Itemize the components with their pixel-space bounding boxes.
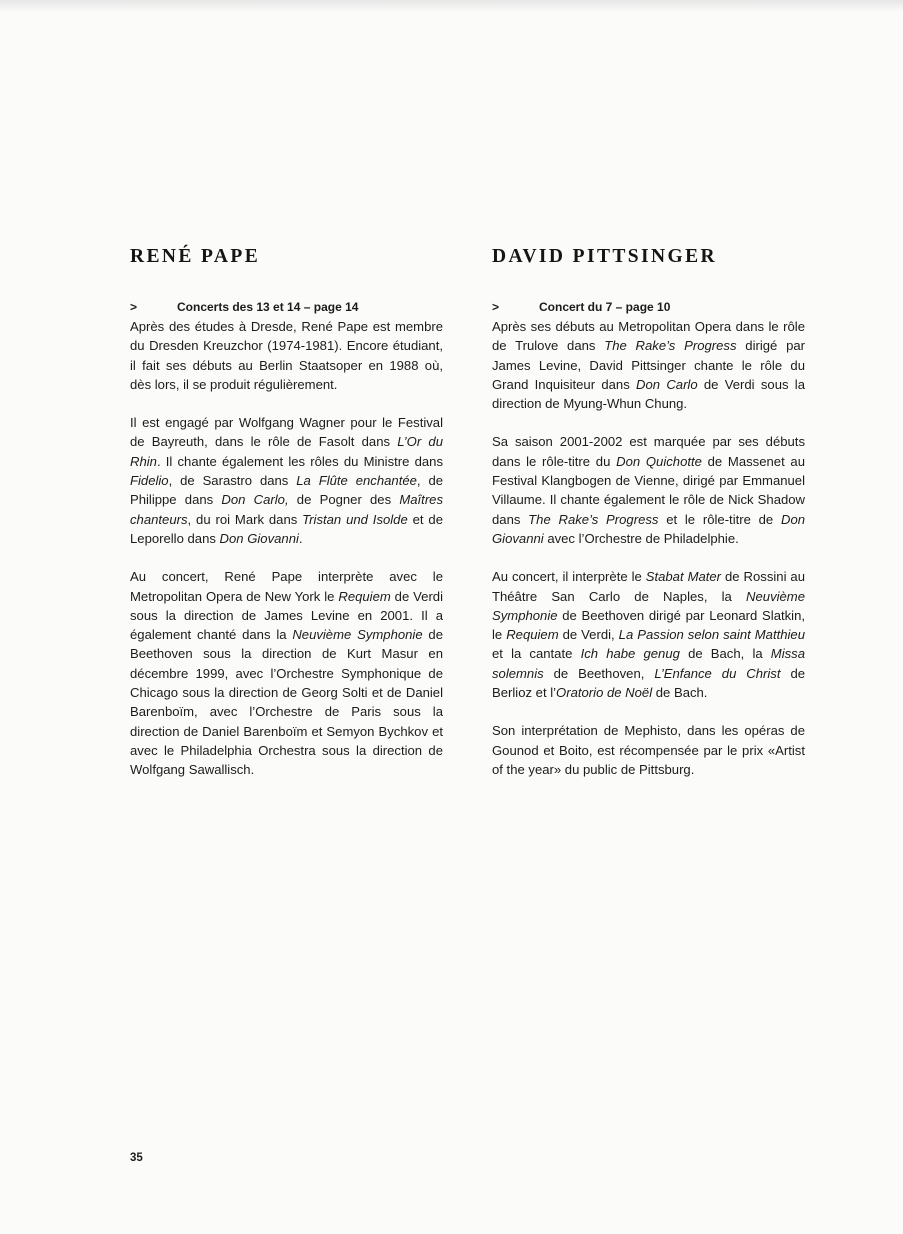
text-run: Au concert, il interprète le	[492, 569, 646, 585]
bio-paragraph	[492, 317, 805, 413]
work-title: Don Giovanni	[219, 530, 299, 546]
artist-name: RENÉ PAPE	[130, 246, 261, 267]
work-title: Tristan und Isolde	[302, 511, 408, 527]
work-title: Requiem	[506, 627, 559, 643]
artist-column-david-pittsinger	[492, 244, 805, 798]
text-run: et le rôle-titre de	[658, 511, 781, 527]
work-title: Neuvième Symphonie	[492, 588, 805, 623]
page-number: 35	[130, 1152, 143, 1164]
work-title: Requiem	[338, 588, 391, 604]
text-run: de Rossini au Théâtre San Carlo de Naples, la	[492, 569, 806, 604]
text-run: Après ses débuts au Metropolitan Opera dans le rôle de Trulove dans	[492, 319, 805, 354]
text-run: Sa saison 2001-2002 est marquée par ses débuts dans le rôle-titre du	[492, 434, 805, 469]
work-title: Don Quichotte	[616, 453, 702, 469]
work-title: The Rake’s Progress	[604, 338, 737, 354]
arrow-marker: >	[492, 300, 500, 314]
work-title: Neuvième Symphonie	[292, 627, 423, 643]
work-title: L’Enfance du Christ	[654, 665, 781, 681]
text-run: Son interprétation de Mephisto, dans les opéras de Gounod et Boito, est récompensée par le prix «Artist of the year» du public de Pittsburg.	[492, 723, 805, 777]
text-run: de Verdi sous la direction de Myung-Whun Chung.	[492, 376, 805, 412]
text-run: de Beethoven dirigé par Leonard Slatkin, le	[492, 607, 805, 643]
text-run: de Massenet au Festival Klangbogen de Vienne, dirigé par Emmanuel Villaume. Il chante également le rôle de Nick Shadow dans	[492, 453, 805, 527]
text-run: de Beethoven,	[543, 665, 655, 681]
text-run: de Verdi,	[558, 627, 619, 643]
artist-name: DAVID PITTSINGER	[492, 246, 717, 267]
arrow-marker: >	[130, 300, 138, 314]
work-title: Fidelio	[130, 473, 169, 489]
bio-paragraph	[130, 317, 443, 394]
work-title: La Passion selon saint Matthieu	[618, 627, 805, 643]
text-run: de Verdi sous la direction de James Levine en 2001. Il a également chanté dans la	[130, 588, 443, 643]
artist-column-rene-pape	[130, 244, 443, 799]
work-title: Don Carlo,	[221, 492, 289, 508]
concert-reference	[492, 298, 805, 317]
text-run: avec l’Orchestre de Philadelphie.	[543, 530, 739, 546]
scan-top-edge	[0, 0, 903, 12]
concert-dates: Concerts des 13 et 14 – page 14	[177, 300, 359, 314]
text-run: Au concert, René Pape interprète avec le Metropolitan Opera de New York le	[130, 569, 443, 604]
bio-paragraph	[492, 721, 805, 779]
work-title: La Flûte enchantée	[296, 473, 417, 489]
work-title: Ich habe genug	[580, 646, 680, 662]
text-run: et de Leporello dans	[130, 511, 443, 546]
bio-paragraph	[492, 432, 805, 548]
text-run: , du roi Mark dans	[187, 511, 303, 527]
text-run: , de Sarastro dans	[168, 473, 297, 489]
text-run: de Bach.	[652, 685, 708, 701]
work-title: L’Or du Rhin	[130, 434, 443, 469]
artist-biography	[130, 317, 443, 780]
work-title: Stabat Mater	[645, 569, 722, 585]
artist-biography	[492, 317, 805, 779]
text-run: . Il chante également les rôles du Ministre dans	[156, 453, 443, 469]
bio-paragraph	[492, 567, 805, 702]
text-run: de Berlioz et l’	[492, 665, 806, 701]
text-run: Il est engagé par Wolfgang Wagner pour le Festival de Bayreuth, dans le rôle de Fasolt dans	[130, 415, 443, 450]
work-title: Missa solemnis	[492, 646, 805, 681]
text-run: de Pogner des	[288, 492, 400, 508]
concert-reference	[130, 298, 443, 317]
work-title: Oratorio de Noël	[556, 685, 653, 701]
work-title: Don Carlo	[636, 376, 698, 392]
text-run: .	[298, 530, 303, 546]
work-title: Maîtres chanteurs	[130, 492, 444, 527]
text-run: , de Philippe dans	[130, 473, 444, 508]
bio-paragraph	[130, 567, 443, 779]
text-run: et la cantate	[492, 646, 581, 662]
text-run: Après des études à Dresde, René Pape est membre du Dresden Kreuzchor (1974-1981). Encore étudiant, il fait ses débuts au Berlin Staatsoper en 1988 où, dès lors, il se produit régulièrement.	[130, 319, 443, 392]
text-run: de Beethoven sous la direction de Kurt Masur en décembre 1999, avec l’Orchestre Symphonique de Chicago sous la direction de Georg Solti et de Daniel Barenboïm, avec l’Orchestre de Paris sous la direction de Daniel Barenboïm et Semyon Bychkov et avec le Philadelphia Orchestra sous la direction de Wolfgang Sawallisch.	[130, 627, 443, 778]
work-title: Don Giovanni	[492, 511, 806, 546]
text-run: de Bach, la	[679, 646, 771, 662]
text-run: dirigé par James Levine, David Pittsinger chante le rôle du Grand Inquisiteur dans	[492, 338, 806, 392]
concert-dates: Concert du 7 – page 10	[539, 300, 671, 314]
bio-paragraph	[130, 413, 443, 548]
work-title: The Rake’s Progress	[528, 511, 659, 527]
